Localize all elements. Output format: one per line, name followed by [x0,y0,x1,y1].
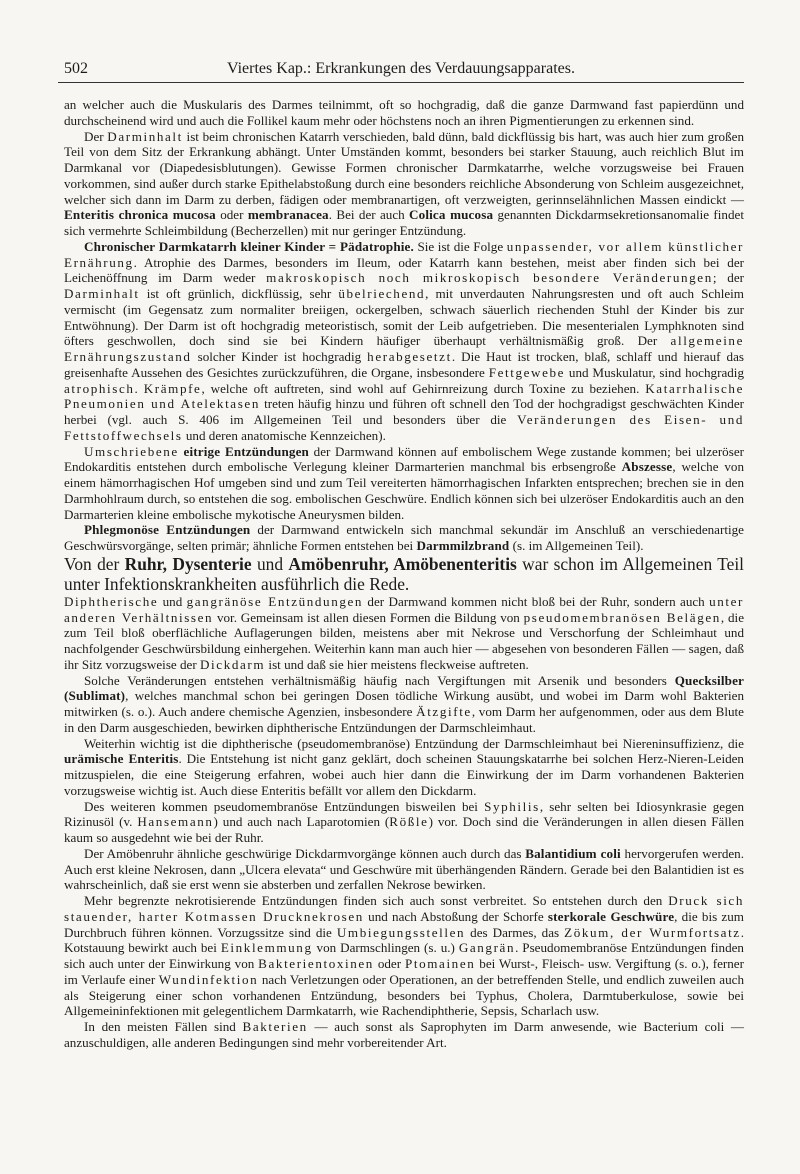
text-run: . Atrophie des Darmes, besonders im Ileum, oder Katarrh kann bestehen, meist aber finden sich bei der Leichenöffnung im Darm weder [64,254,744,286]
text-run: nach Verletzungen oder Operationen, an der betreffenden Stelle, und endlich zuweilen auch als Steigerung einer schon vorhandenen Entzündung, besonders bei Typhus, Cholera, Darmtuberkulose, sowie bei Allgemeininfektionen mit gelegentlichem Darmkatarrh, wie Rachendiphtherie, Sepsis, Scharlach usw. [64,971,744,1019]
text-run: ist oft grünlich, dickflüssig, sehr [139,286,339,301]
text-run: Bakterien [242,1019,308,1034]
text-run: . Die Entstehung ist nicht ganz geklärt, doch scheinen Stauungskatarrhe bei solchen Herz-Nieren-Leiden mitzuspielen, die eine Steigerung erfahren, wobei auch hier dann die Einwirkung der im Darm vorhandenen Bakterien vorzugsweise wichtig ist. Auch diese Enteritis befällt vor allem den Dickdarm. [64,751,744,798]
text-run: , welches manchmal schon bei geringen Dosen tödliche Wirkung ausübt, und wobei im Darm wohl Bakterien mitwirken (s. o.). Auch andere chemische Agenzien, insbesondere [64,688,744,719]
text-run: ) und auch nach Laparotomien ( [213,814,390,830]
text-run: — auch sonst als Saprophyten im Darm anwesende, wie Bacterium coli — anzuschuldigen, alle anderen Bedingungen sind mehr vorbereitender Art. [64,1019,744,1050]
text-run: . Kotstauung bewirkt auch bei [64,924,744,956]
text-run: Ruhr, Dysenterie [124,553,252,574]
text-run: der Darmwand können auf embolischem Wege zustande kommen; bei ulzeröser Endokarditis entstehen durch embolische Verlegung kleiner Darmarterien manchmal bis erbsengroße [64,443,744,475]
text-run: In den meisten Fällen sind [84,1019,243,1034]
text-run: gangränöse Entzündungen [186,593,364,609]
text-run: , vom Darm her aufgenommen, oder aus dem Blute in den Darm ausgeschieden, bewirken diphtherische Entzündungen der Darmschleimhaut. [64,704,744,735]
text-run: Solche Veränderungen entstehen verhältnismäßig häufig nach Vergiftungen mit Arsenik und besonders [84,672,675,688]
text-run: Gangrän [458,940,516,956]
text-run: unter anderen Verhältnissen [64,593,744,625]
text-run: übelriechend [338,286,426,301]
text-run: und nach Abstoßung der Schorfe [363,908,548,924]
text-run: . Die Haut ist trocken, blaß, schlaff und hierauf das greisenhafte Aussehen des Gesichtes zurückzuführen, die Organe, insbesondere [64,349,745,380]
text-run: herabgesetzt [367,349,452,364]
text-run: Umbiegungsstellen [336,924,466,940]
paragraph-nekrotisierende [64,893,744,1019]
text-run: unpassender, vor allem künstlicher Ernährung [64,238,744,270]
text-run: pseudomembranösen Belägen [523,609,721,625]
text-run: Druck sich stauender, harter Kotmassen Drucknekrosen [64,893,744,924]
text-run: des Darmes, das [465,924,565,940]
text-run: Mehr begrenzte nekrotisierende Entzündungen finden sich auch sonst verbreitet. So entstehen durch den [84,893,669,908]
text-run: ist und daß sie hier meistens fleckweise auftreten. [265,656,529,672]
text-run: , sehr selten bei Idiosynkrasie gegen Rizinusöl (v. [64,798,744,830]
text-run: Balantidium coli [525,845,621,861]
text-run: Sie ist die Folge [413,238,507,254]
text-run: Hansemann [137,814,214,830]
text-run: ; der [712,270,744,286]
text-run: Fettgewebe [488,364,566,380]
text-run: Amöbenruhr, Amöbenenteritis [288,553,517,574]
text-run: bei Wurst-, Fleisch- usw. Vergiftung (s. o.), ferner im Verlaufe einer [64,956,744,987]
text-run: und [158,593,187,609]
text-run: ist beim chronischen Katarrh verschieden, bald dünn, bald dickflüssig bis hart, was auch hier zum großen Teil von dem Sitz der Erkrankung abhängt. Unter Umständen kommt, besonders bei starker Stauung, auch reichlich Blut im Darmkanal vor (Diapedesisblutungen). Gewisse Formen chronischer Darmkatarrhe, welche vorzugsweise bei Frauen vorkommen, sind außer durch starke Epithelabstoßung durch eine besonders reichliche Absonderung von Schleim ausgezeichnet, welcher sich dann im Darm zu derben, fädigen oder membranartigen, oft verzweigten, gerinnselähnlichen Massen eindickt — [64,128,744,207]
text-run: urämische Enteritis [64,751,179,767]
text-run: Veränderungen des Eisen- und Fettstoffwechsels [64,412,744,443]
paragraph-bakterien [64,1019,744,1051]
paragraph-uraemische [64,736,744,799]
section-title: Chronischer Darmkatarrh kleiner Kinder = Pädatrophie. [84,238,414,254]
text-run: war schon im Allgemeinen Teil unter Infektionskrankheiten ausführlich die Rede. [64,553,744,594]
text-run: Darminhalt [107,128,183,144]
text-run: membranacea [247,207,329,223]
page-body [64,97,744,1051]
text-run: Von der [64,553,125,574]
text-run: makroskopisch noch mikroskopisch besondere Veränderungen [266,270,713,286]
paragraph-paedatrophie [64,239,744,444]
text-run: . Bei der auch [328,207,410,223]
text-run: , die zum Teil bloß oberflächliche Auflagerungen bilden, meistens aber mit Nekrose und Verschorfung der Schleimhaut und nachfolgender Geschwürsbildung einhergehen. Weiterhin kann man auch hier — abgesehen von besonderen Fällen — sagen, daß ihr Sitz vorzugsweise der [64,609,745,672]
text-run: eitrige Entzündungen [183,443,309,459]
page-header [58,58,744,83]
text-run: Katarrhalische Pneumonien und Atelektasen [64,380,744,412]
text-run: vor. Gemeinsam ist allen diesen Formen die Bildung von [213,609,524,625]
text-run: Ptomainen [404,956,476,971]
text-run: (s. im Allgemeinen Teil). [509,538,644,553]
text-run: und deren anatomische Kennzeichen). [182,427,386,443]
text-run: atrophisch [64,380,135,396]
paragraph-balantidium [64,846,744,893]
paragraph-phlegmonoese [64,522,744,554]
text-run: Syphilis [484,798,540,814]
text-run: Des weiteren kommen pseudomembranöse Entzündungen bisweilen bei [84,798,485,814]
page-number: 502 [64,60,88,77]
text-run: genannten Dickdarmsekretionsanomalie findet sich vermehrte Schleimbildung (Becherzellen) mit nur geringer Entzündung. [64,207,744,238]
text-run: Abszesse [621,459,673,475]
text-run: der Darmwand entwickeln sich manchmal sekundär im Anschluß an verschiedenartige Geschwürsvorgänge, selten primär; ähnliche Formen entstehen bei [64,522,744,553]
text-run: Krämpfe [143,380,202,396]
section-heading-ruhr [64,554,744,594]
text-run: von Darmschlingen (s. u.) [312,940,459,956]
text-run: und [251,553,289,574]
text-run: Weiterhin wichtig ist die diphtherische (pseudomembranöse) Entzündung der Darmschleimhaut bei Niereninsuffizienz, die [84,735,744,751]
text-run: , welche von einem hämorrhagischen Hof umgeben sind und zum Teil vereiterten hämorrhagischen Infarkten entsprechen; brechen sie in den Darmhohlraum durch, so entstehen die sog. embolischen Geschwüre. Endlich können sich bei ulzeröser Endokarditis auch an den Darmarterien kleine embolische mykotische Aneurysmen bilden. [64,459,745,522]
text-run: , welche oft auftreten, sind wohl auf Gehirnreizung durch Toxine zu beziehen. [201,380,646,396]
text-run: , die bis zum Durchbruch führen können. Vorzugssitze sind die [64,908,744,940]
text-run: Colica mucosa [409,207,494,223]
text-run: Quecksilber (Sublimat) [64,672,744,704]
text-run: Enteritis chronica mucosa [64,207,216,223]
text-run: Umschriebene [84,443,179,459]
paragraph-continuation [64,97,744,129]
text-run: Phlegmonöse Entzündungen [84,522,251,538]
text-run: Dickdarm [200,656,266,672]
text-run: Darmmilzbrand [416,538,510,553]
text-run: der Darmwand kommen nicht bloß bei der Ruhr, sondern auch [363,593,710,609]
text-run: solcher Kinder ist hochgradig [191,349,368,364]
text-run: , mit unverdauten Nahrungsresten und oft auch Schleim vermischt (im Gegensatz zum normaliter breiigen, ockergelben, schwach säuerlich riechenden Stuhl der Kinder bis zur Entwöhnung). Der Darm ist oft hochgradig meteoristisch, somit der Leib aufgetrieben. Die mesenterialen Lymphknoten sind öfters geschwollen, doch sind sie bei Kindern häufiger überhaupt verhältnismäßig groß. Der [64,286,744,349]
text-run: Der Amöbenruhr ähnliche geschwürige Dickdarmvorgänge können auch durch das [84,845,526,861]
text-run: und Muskulatur, sind hochgradig [565,364,744,380]
text-run: Zökum, der Wurmfortsatz [564,924,741,940]
text-run: . Pseudomembranöse Entzündungen finden sich auch unter der Einwirkung von [64,940,744,971]
text-run: Einklemmung [220,940,313,956]
paragraph-vergiftungen [64,673,744,736]
text-run: Diphtherische [64,593,159,609]
text-run: Rößle [389,814,429,830]
text-run: Wundinfektion [158,971,259,987]
paragraph-syphilis [64,799,744,846]
text-run: Bakterientoxinen [258,956,374,971]
running-title: Viertes Kap.: Erkrankungen des Verdauungsapparates. [227,60,575,77]
text-run: allgemeine Ernährungszustand [64,333,744,364]
text-run: Darminhalt [64,286,140,301]
text-run: . [134,380,144,396]
text-run: hervorgerufen werden. Auch erst kleine Nekrosen, dann „Ulcera elevata“ und Geschwüre mit überhängenden Rändern. Gerade bei den Balantidien ist es wahrscheinlich, daß sie erst wenn sie absterben und zerfallen Nekrose bewirken. [64,845,744,893]
text-run: sterkorale Geschwüre [547,908,675,924]
text-run: ) vor. Doch sind die Veränderungen in allen diesen Fällen kaum so ausgedehnt wie bei der Ruhr. [64,814,745,845]
text-run: an welcher auch die Muskularis des Darmes teilnimmt, oft so hochgradig, daß die ganze Darmwand fast papierdünn und durchscheinend wird und auch die Follikel kaum mehr oder höchstens noch an ihren Pigmentierungen zu erkennen sind. [64,97,744,128]
paragraph-eitrige [64,444,744,523]
text-run: oder [215,207,248,223]
paragraph-darminhalt [64,129,744,239]
paragraph-diphtherische [64,594,744,673]
text-run: treten häufig hinzu und führen oft schnell den Tod der hochgradigst geschwächten Kinder herbei (vgl. auch S. 406 im Allgemeinen Teil und besonders über die [64,396,744,427]
text-run: Ätzgifte [416,704,472,719]
text-run: Der [84,128,108,144]
text-run: oder [373,956,405,971]
